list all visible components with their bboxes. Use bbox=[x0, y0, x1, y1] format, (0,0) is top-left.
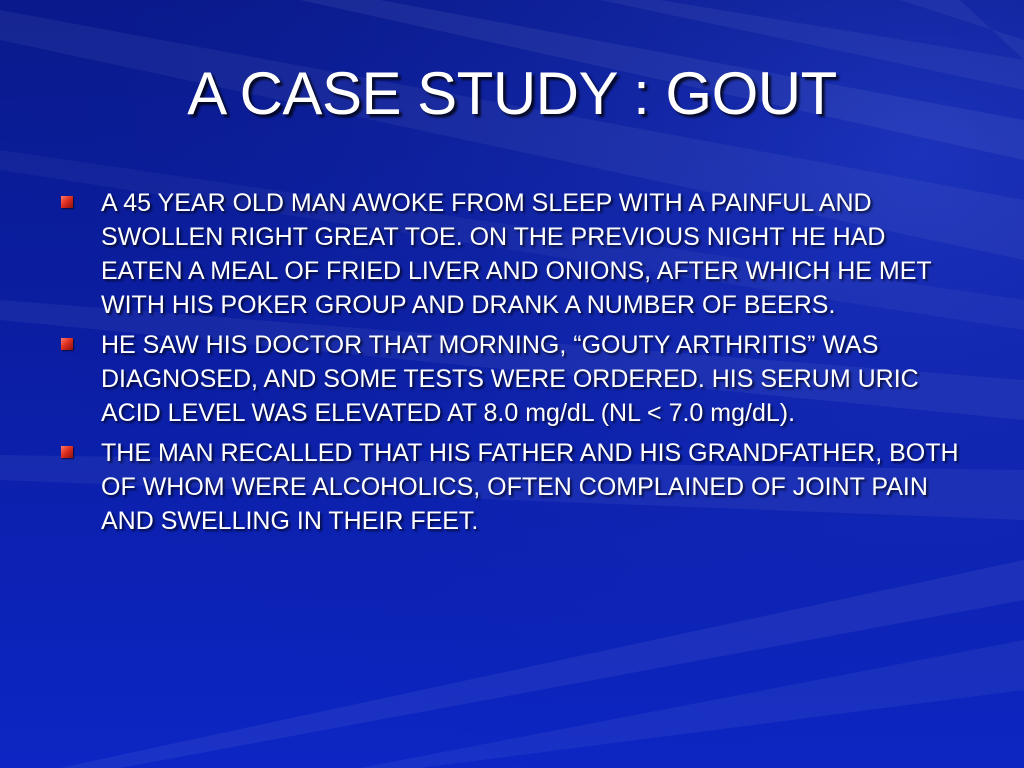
bullet-item bbox=[58, 186, 968, 322]
slide-title: A CASE STUDY : GOUT bbox=[187, 60, 837, 127]
bullet-item bbox=[58, 436, 968, 538]
bullet-text: THE MAN RECALLED THAT HIS FATHER AND HIS GRANDFATHER, BOTH OF WHOM WERE ALCOHOLICS, OFTEN COMPLAINED OF JOINT PAIN AND SWELLING IN THEIR FEET. bbox=[101, 439, 959, 535]
red-square-bullet-icon bbox=[61, 446, 73, 458]
red-square-bullet-icon bbox=[61, 196, 73, 208]
red-square-bullet-icon bbox=[61, 338, 73, 350]
bullet-item bbox=[58, 328, 968, 430]
bullet-text: A 45 YEAR OLD MAN AWOKE FROM SLEEP WITH A PAINFUL AND SWOLLEN RIGHT GREAT TOE. ON THE PREVIOUS NIGHT HE HAD EATEN A MEAL OF FRIED LIVER AND ONIONS, AFTER WHICH HE MET WITH HIS POKER GROUP AND DRANK A NUMBER OF BEERS. bbox=[101, 189, 932, 319]
bullet-text: HE SAW HIS DOCTOR THAT MORNING, “GOUTY ARTHRITIS” WAS DIAGNOSED, AND SOME TESTS WERE ORDERED. HIS SERUM URIC ACID LEVEL WAS ELEVATED AT 8.0 mg/dL (NL < 7.0 mg/dL). bbox=[101, 331, 919, 427]
bullet-list bbox=[58, 186, 968, 544]
